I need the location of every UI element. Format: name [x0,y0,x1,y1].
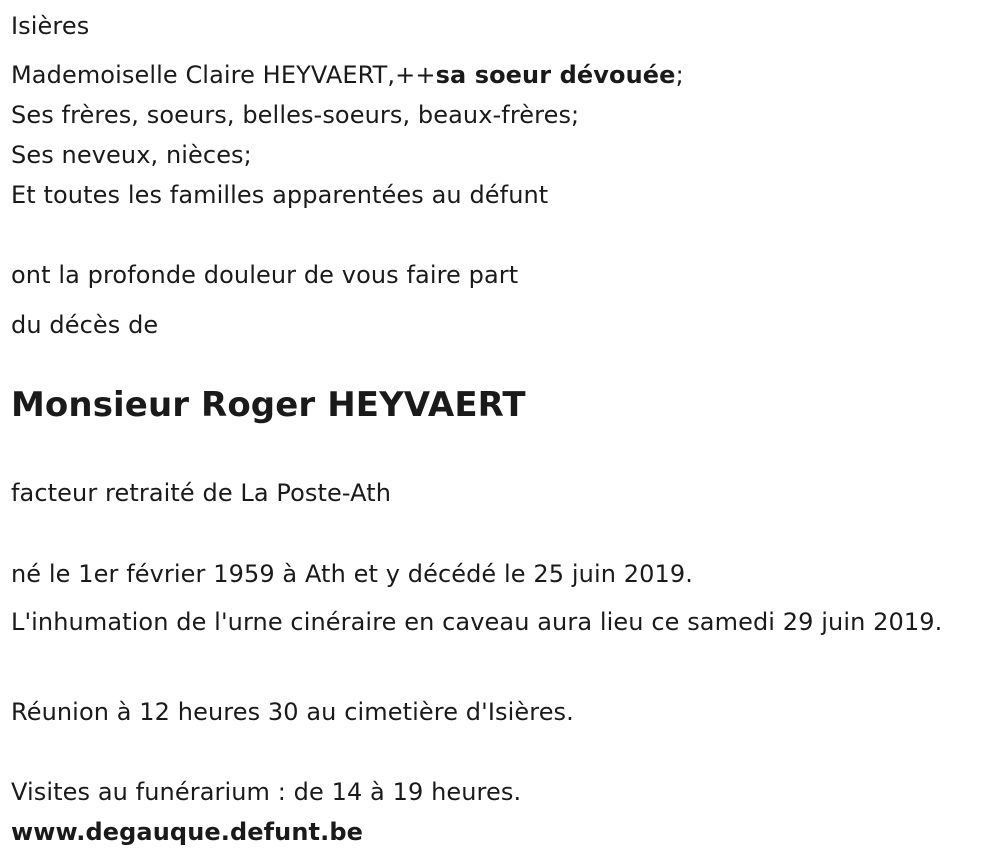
location: Isières [11,12,90,40]
occupation: facteur retraité de La Poste-Ath [11,479,392,507]
meeting-info: Réunion à 12 heures 30 au cimetière d'Isières. [11,698,574,726]
sister-line [11,55,684,95]
sister-name: Mademoiselle Claire HEYVAERT,++ [11,61,436,89]
sister-suffix: ; [675,61,684,89]
burial-info: L'inhumation de l'urne cinéraire en caveau aura lieu ce samedi 29 juin 2019. [11,608,943,636]
birth-death-dates: né le 1er février 1959 à Ath et y décédé le 25 juin 2019. [11,560,693,588]
families-line: Et toutes les familles apparentées au défunt [11,181,549,209]
visits-info: Visites au funérarium : de 14 à 19 heures. [11,778,522,806]
funeral-home-website-link[interactable]: www.degauque.defunt.be [11,818,363,846]
announcement-line-2: du décès de [11,311,159,339]
nephews-line: Ses neveux, nièces; [11,141,252,169]
sister-role: sa soeur dévouée [435,61,676,89]
deceased-name: Monsieur Roger HEYVAERT [11,385,526,425]
siblings-line: Ses frères, soeurs, belles-soeurs, beaux-frères; [11,101,580,129]
announcement-line-1: ont la profonde douleur de vous faire part [11,261,519,289]
